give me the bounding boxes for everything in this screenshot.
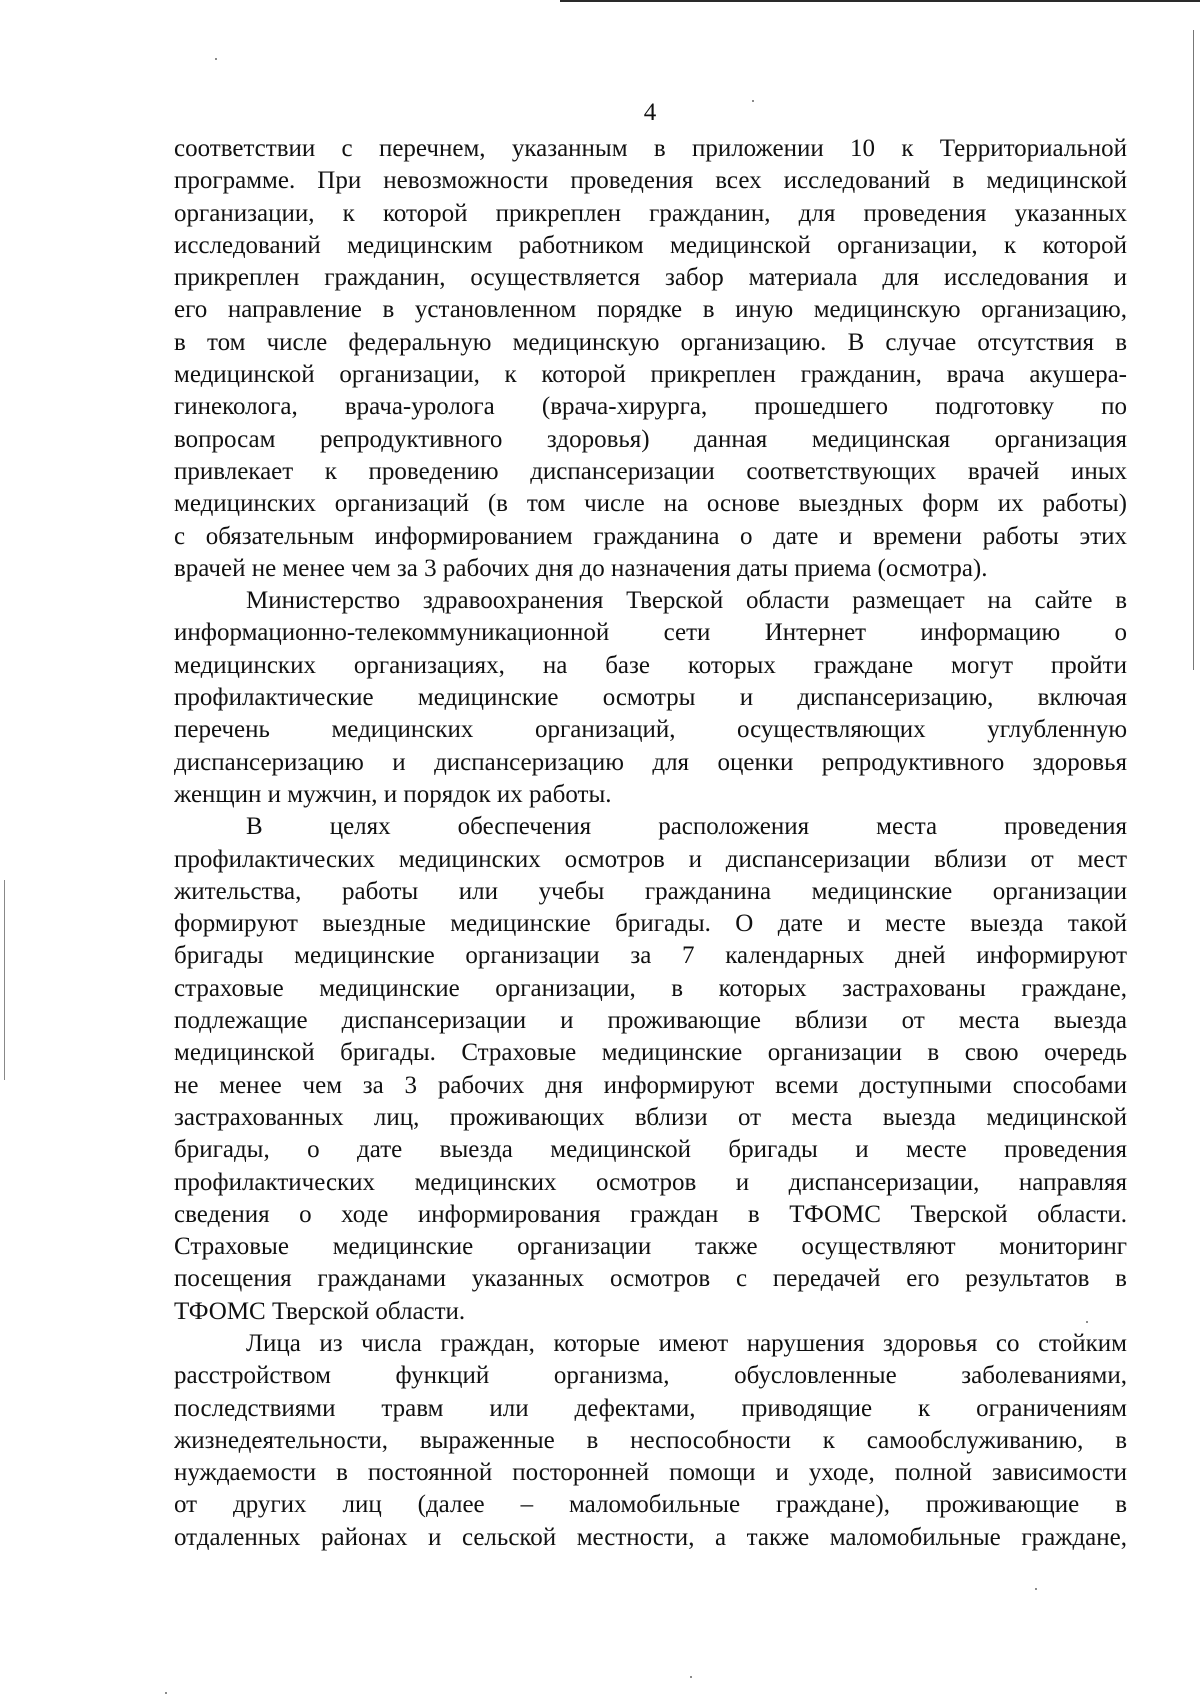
text-line: программе. При невозможности проведения всех исследований в медицинской — [174, 167, 1127, 195]
text-line: не менее чем за 3 рабочих дня информируют всеми доступными способами — [174, 1071, 1127, 1099]
page-number: 4 — [643, 99, 657, 126]
text-line: медицинской бригады. Страховые медицинские организации в свою очередь — [174, 1039, 1127, 1067]
text-line: перечень медицинских организаций, осуществляющих углубленную — [174, 716, 1127, 744]
text-line: нуждаемости в постоянной посторонней помощи и уходе, полной зависимости — [174, 1459, 1127, 1487]
text-line: медицинской организации, к которой прикреплен гражданин, врача акушера- — [174, 361, 1127, 389]
scan-speck — [1035, 1588, 1037, 1590]
text-line: бригады, о дате выезда медицинской бригады и месте проведения — [174, 1136, 1127, 1164]
paragraph — [174, 133, 1127, 585]
text-line: в том числе федеральную медицинскую организацию. В случае отсутствия в — [174, 328, 1127, 356]
text-line: В целях обеспечения расположения места проведения — [246, 813, 1127, 841]
text-line: медицинских организаций (в том числе на основе выездных форм их работы) — [174, 490, 1127, 518]
paragraph — [174, 585, 1127, 811]
text-line: информационно-телекоммуникационной сети Интернет информацию о — [174, 619, 1127, 647]
text-line: последствиями травм или дефектами, приводящие к ограничениям — [174, 1394, 1127, 1422]
text-line: диспансеризацию и диспансеризацию для оценки репродуктивного здоровья — [174, 748, 1127, 776]
text-line: бригады медицинские организации за 7 календарных дней информируют — [174, 942, 1127, 970]
paragraph — [174, 811, 1127, 1328]
paragraph — [174, 1328, 1127, 1554]
text-line: профилактические медицинские осмотры и диспансеризацию, включая — [174, 684, 1127, 712]
text-line: страховые медицинские организации, в которых застрахованы граждане, — [174, 974, 1127, 1002]
text-line: от других лиц (далее – маломобильные граждане), проживающие в — [174, 1491, 1127, 1519]
scan-speck — [690, 1676, 692, 1678]
text-line: подлежащие диспансеризации и проживающие вблизи от места выезда — [174, 1007, 1127, 1035]
text-line: профилактических медицинских осмотров и диспансеризации вблизи от мест — [174, 845, 1127, 873]
text-line: медицинских организациях, на базе которых граждане могут пройти — [174, 651, 1127, 679]
text-line: ТФОМС Тверской области. — [174, 1297, 466, 1325]
text-line: профилактических медицинских осмотров и диспансеризации, направляя — [174, 1168, 1127, 1196]
text-line: формируют выездные медицинские бригады. О дате и месте выезда такой — [174, 910, 1127, 938]
text-line: организации, к которой прикреплен гражданин, для проведения указанных — [174, 199, 1127, 227]
text-line: жизнедеятельности, выраженные в неспособности к самообслуживанию, в — [174, 1426, 1127, 1454]
text-line: женщин и мужчин, и порядок их работы. — [174, 780, 612, 808]
text-line: прикреплен гражданин, осуществляется забор материала для исследования и — [174, 264, 1127, 292]
text-line: его направление в установленном порядке в иную медицинскую организацию, — [174, 296, 1127, 324]
document-body — [174, 133, 1127, 1554]
text-line: соответствии с перечнем, указанным в приложении 10 к Территориальной — [174, 135, 1127, 162]
scan-speck — [215, 58, 217, 60]
text-line: с обязательным информированием гражданина о дате и времени работы этих — [174, 522, 1127, 550]
text-line: жительства, работы или учебы гражданина медицинские организации — [174, 877, 1127, 905]
text-line: Министерство здравоохранения Тверской области размещает на сайте в — [246, 587, 1127, 615]
text-line: вопросам репродуктивного здоровья) данная медицинская организация — [174, 425, 1127, 453]
text-line: отдаленных районах и сельской местности, а также маломобильные граждане, — [174, 1523, 1127, 1551]
scan-edge-left — [4, 880, 5, 1080]
text-line: врачей не менее чем за 3 рабочих дня до назначения даты приема (осмотра). — [174, 554, 988, 582]
text-line: застрахованных лиц, проживающих вблизи от места выезда медицинской — [174, 1103, 1127, 1131]
text-line: посещения гражданами указанных осмотров с передачей его результатов в — [174, 1265, 1127, 1293]
text-line: сведения о ходе информирования граждан в ТФОМС Тверской области. — [174, 1200, 1127, 1228]
scan-edge-top — [560, 0, 1200, 2]
scan-speck — [165, 1692, 167, 1694]
text-line: привлекает к проведению диспансеризации соответствующих врачей иных — [174, 457, 1127, 485]
text-line: гинеколога, врача-уролога (врача-хирурга, прошедшего подготовку по — [174, 393, 1127, 421]
text-line: исследований медицинским работником медицинской организации, к которой — [174, 231, 1127, 259]
text-line: Страховые медицинские организации также осуществляют мониторинг — [174, 1233, 1127, 1261]
text-line: расстройством функций организма, обусловленные заболеваниями, — [174, 1362, 1127, 1390]
text-line: Лица из числа граждан, которые имеют нарушения здоровья со стойким — [246, 1329, 1127, 1357]
